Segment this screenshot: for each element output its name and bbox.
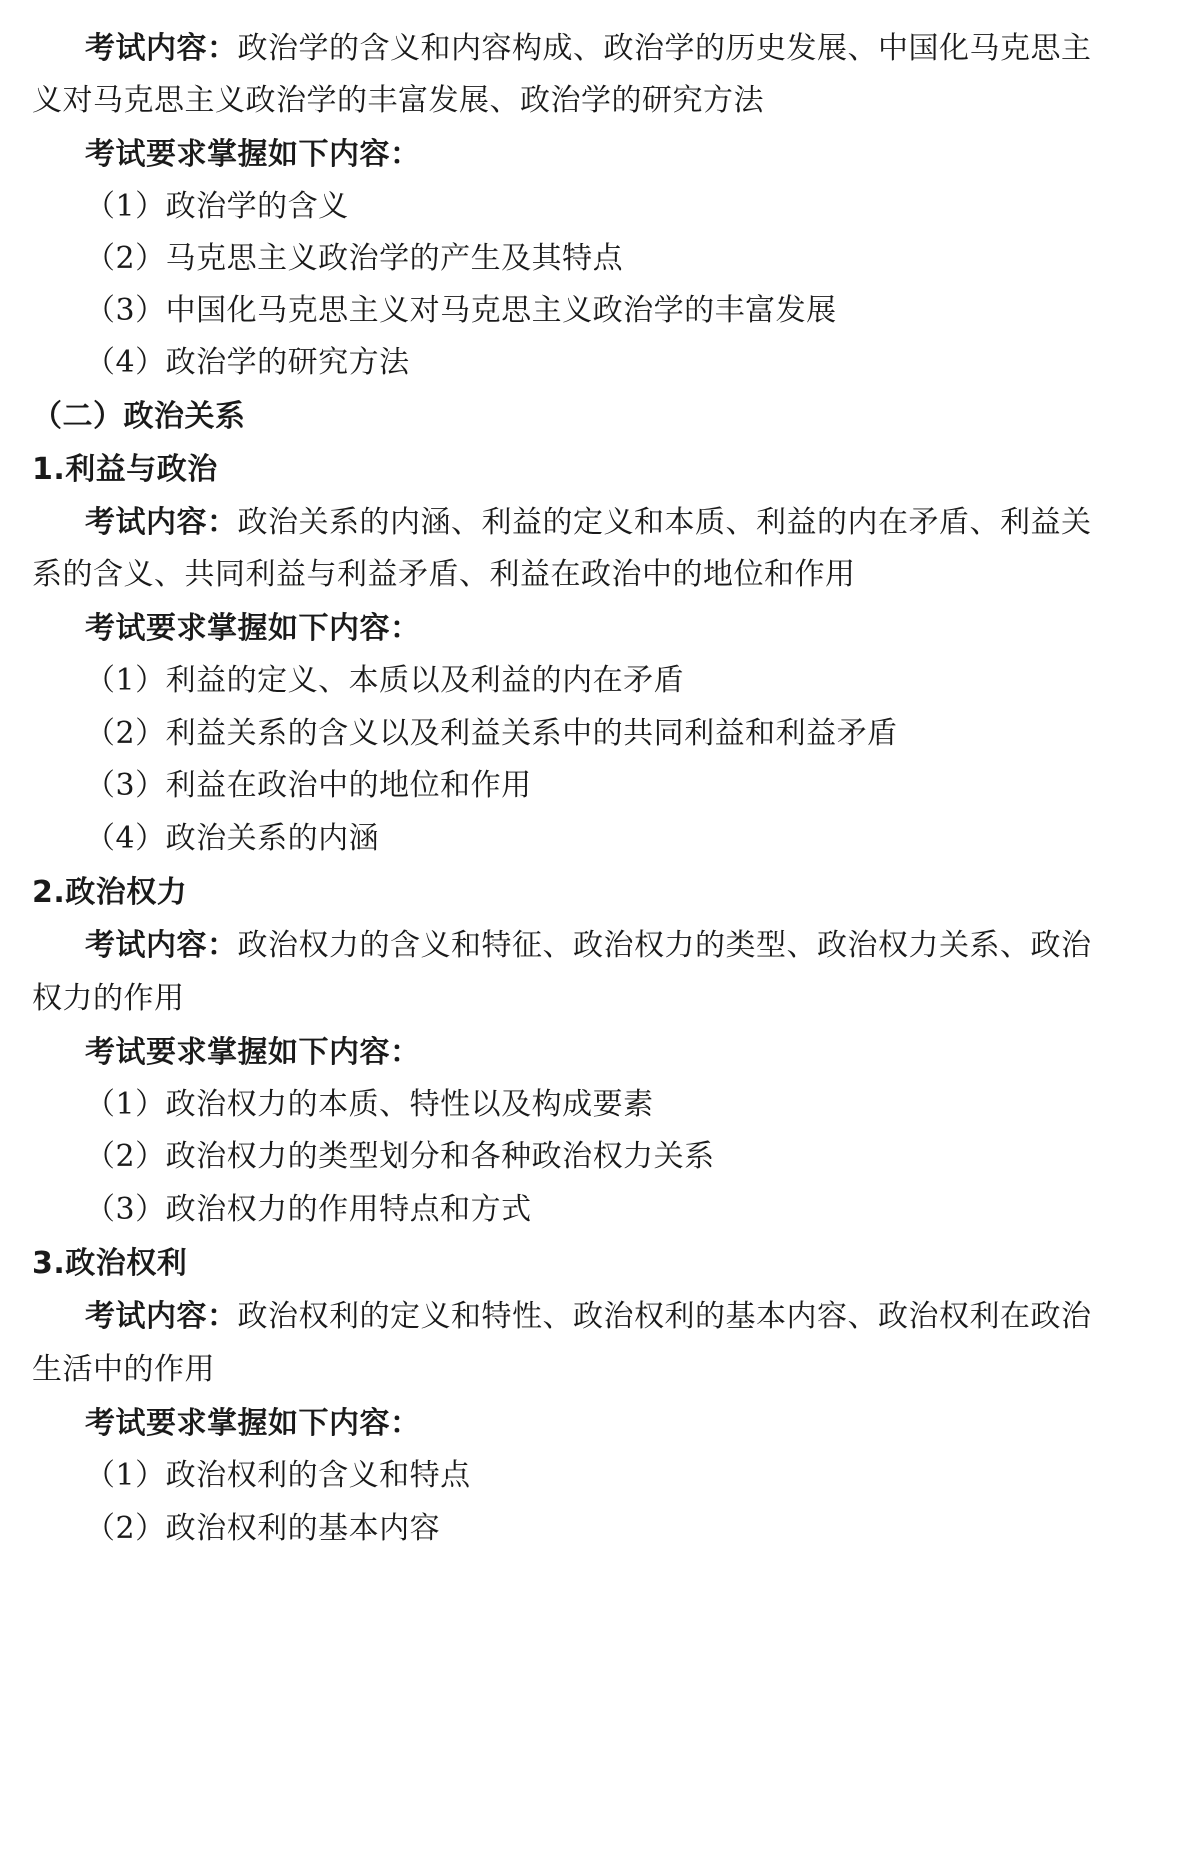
requirement-item: （3）中国化马克思主义对马克思主义政治学的丰富发展 bbox=[85, 293, 837, 328]
section-heading: 3.政治权利 bbox=[32, 1246, 188, 1281]
exam-content-label: 考试内容： bbox=[85, 505, 238, 540]
paragraph-continuation: 系的含义、共同利益与利益矛盾、利益在政治中的地位和作用 bbox=[32, 557, 856, 592]
requirement-item: （1）政治学的含义 bbox=[85, 189, 349, 224]
exam-content-text: 政治关系的内涵、利益的定义和本质、利益的内在矛盾、利益关 bbox=[237, 505, 1092, 540]
requirement-item: （2）马克思主义政治学的产生及其特点 bbox=[85, 241, 624, 276]
section-heading: （二）政治关系 bbox=[32, 399, 246, 434]
exam-content-paragraph bbox=[85, 31, 1092, 67]
exam-content-text: 政治权力的含义和特征、政治权力的类型、政治权力关系、政治 bbox=[237, 928, 1092, 963]
exam-content-text: 政治学的含义和内容构成、政治学的历史发展、中国化马克思主 bbox=[237, 31, 1092, 66]
requirement-item: （3）政治权力的作用特点和方式 bbox=[85, 1192, 532, 1227]
exam-content-label: 考试内容： bbox=[85, 928, 238, 963]
paragraph-continuation: 生活中的作用 bbox=[32, 1352, 215, 1387]
exam-content-paragraph bbox=[85, 1299, 1092, 1335]
requirements-heading: 考试要求掌握如下内容： bbox=[85, 611, 421, 646]
requirement-item: （1）利益的定义、本质以及利益的内在矛盾 bbox=[85, 663, 685, 698]
requirement-item: （2）利益关系的含义以及利益关系中的共同利益和利益矛盾 bbox=[85, 716, 898, 751]
requirements-heading: 考试要求掌握如下内容： bbox=[85, 1035, 421, 1070]
exam-content-paragraph bbox=[85, 928, 1092, 964]
requirements-heading: 考试要求掌握如下内容： bbox=[85, 1406, 421, 1441]
requirement-item: （2）政治权利的基本内容 bbox=[85, 1511, 441, 1546]
exam-content-label: 考试内容： bbox=[85, 1299, 238, 1334]
requirements-heading: 考试要求掌握如下内容： bbox=[85, 137, 421, 172]
exam-content-text: 政治权利的定义和特性、政治权利的基本内容、政治权利在政治 bbox=[237, 1299, 1092, 1334]
paragraph-continuation: 权力的作用 bbox=[32, 981, 185, 1016]
exam-content-paragraph bbox=[85, 505, 1092, 541]
requirement-item: （4）政治关系的内涵 bbox=[85, 821, 380, 856]
section-heading: 1.利益与政治 bbox=[32, 452, 218, 487]
paragraph-continuation: 义对马克思主义政治学的丰富发展、政治学的研究方法 bbox=[32, 83, 764, 118]
requirement-item: （3）利益在政治中的地位和作用 bbox=[85, 768, 532, 803]
section-heading: 2.政治权力 bbox=[32, 875, 188, 910]
requirement-item: （1）政治权利的含义和特点 bbox=[85, 1458, 471, 1493]
requirement-item: （1）政治权力的本质、特性以及构成要素 bbox=[85, 1087, 654, 1122]
exam-content-label: 考试内容： bbox=[85, 31, 238, 66]
requirement-item: （4）政治学的研究方法 bbox=[85, 345, 410, 380]
requirement-item: （2）政治权力的类型划分和各种政治权力关系 bbox=[85, 1139, 715, 1174]
